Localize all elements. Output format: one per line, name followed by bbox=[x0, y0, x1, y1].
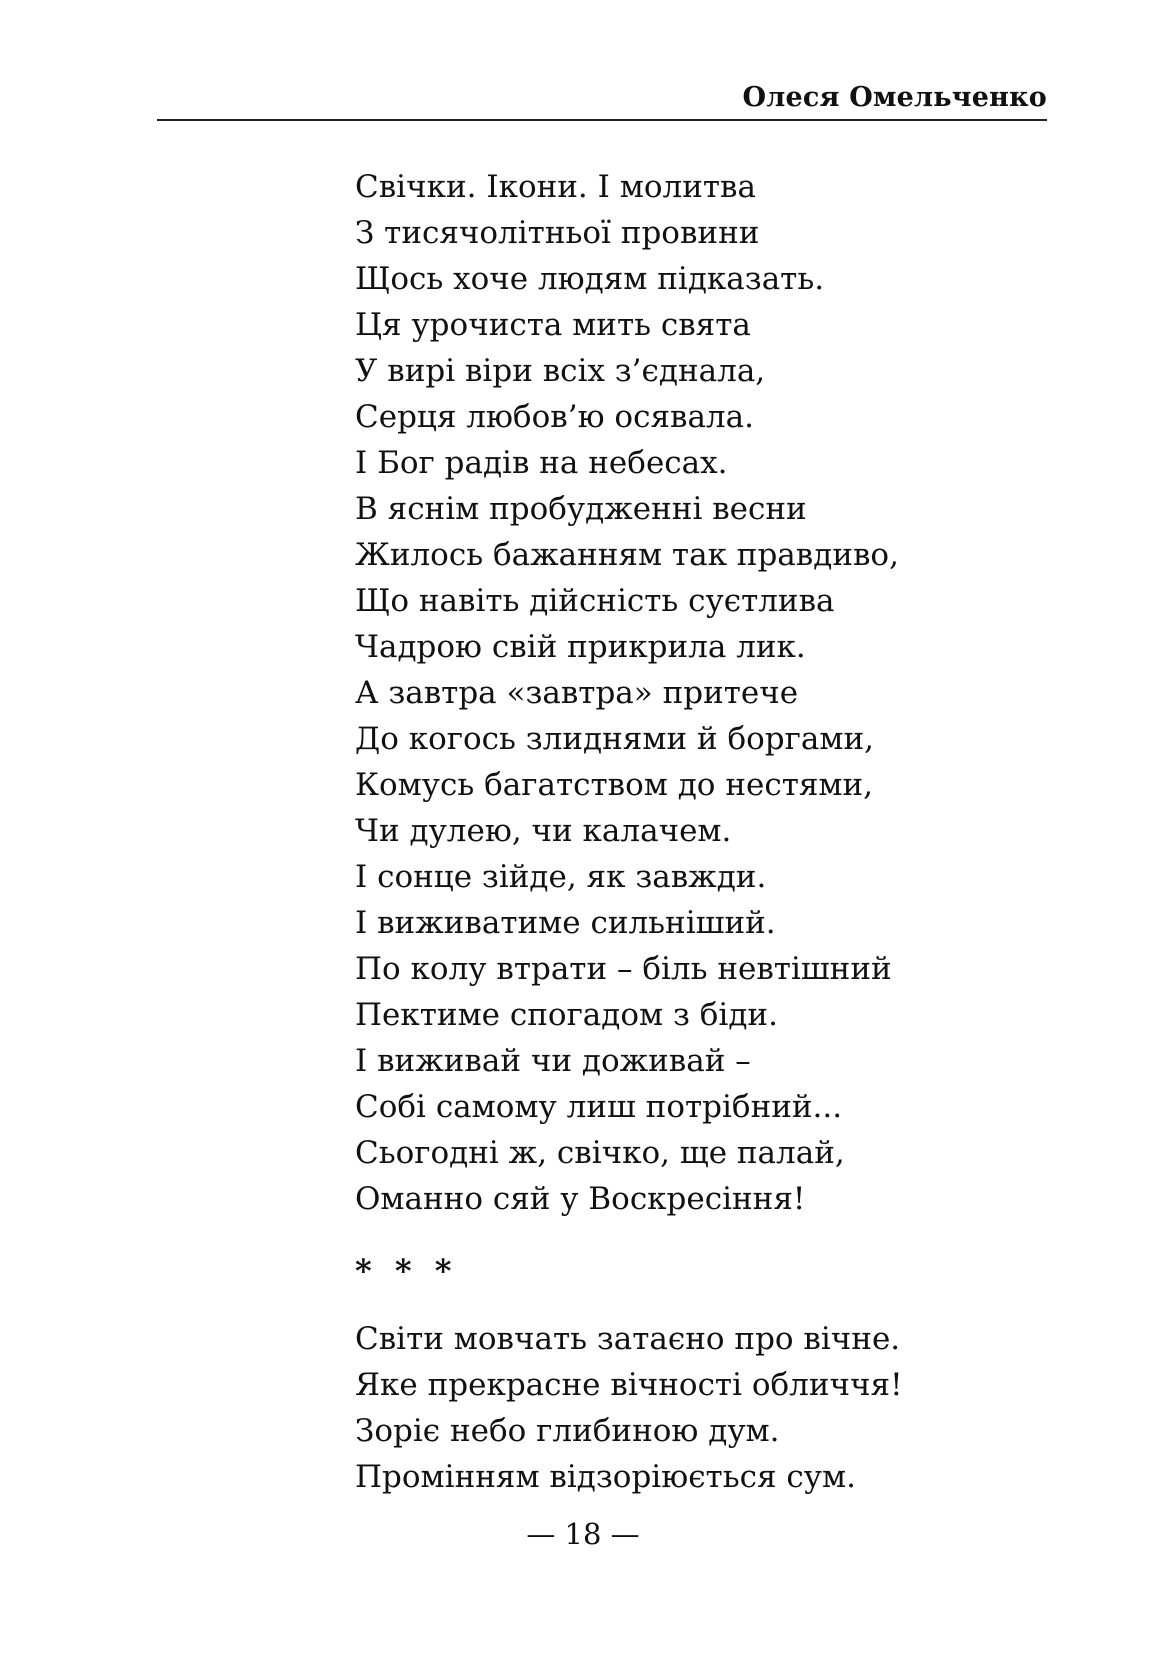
stanza-separator: * * * bbox=[355, 1252, 458, 1290]
poem-line: Світи мовчать затаєно про вічне. bbox=[355, 1321, 901, 1357]
poem-line: Яке прекрасне вічності обличчя! bbox=[355, 1367, 903, 1403]
poem-line: Щось хоче людям підказать. bbox=[355, 261, 825, 297]
poem-line: Свічки. Ікони. І молитва bbox=[355, 169, 756, 205]
poem-line: В яснім пробудженні весни bbox=[355, 491, 807, 527]
poem-line: По колу втрати – біль невтішний bbox=[355, 951, 892, 987]
poem-line: Що навіть дійсність суєтлива bbox=[355, 583, 835, 619]
poem-line: Пектиме спогадом з біди. bbox=[355, 997, 778, 1033]
poem-line: Оманно сяй у Воскресіння! bbox=[355, 1181, 806, 1217]
poem-line: У вирі віри всіх з’єднала, bbox=[355, 353, 766, 389]
poem-line: Чи дулею, чи калачем. bbox=[355, 813, 732, 849]
page-number: — 18 — bbox=[526, 1517, 640, 1551]
poem-1 bbox=[355, 164, 899, 1222]
header-divider bbox=[157, 119, 1047, 121]
poem-line: Сьогодні ж, свічко, ще палай, bbox=[355, 1135, 845, 1171]
poem-line: І сонце зійде, як завжди. bbox=[355, 859, 767, 895]
poem-line: А завтра «завтра» притече bbox=[355, 675, 799, 711]
poem-line: Собі самому лиш потрібний... bbox=[355, 1089, 843, 1125]
poem-line: З тисячолітньої провини bbox=[355, 215, 760, 251]
poem-line: Чадрою свій прикрила лик. bbox=[355, 629, 806, 665]
poem-line: Комусь багатством до нестями, bbox=[355, 767, 874, 803]
poem-line: Ця урочиста мить свята bbox=[355, 307, 751, 343]
running-header-author: Олеся Омельченко bbox=[742, 82, 1047, 113]
poem-line: Жилось бажанням так правдиво, bbox=[355, 537, 899, 573]
poem-line: Серця любов’ю осявала. bbox=[355, 399, 754, 435]
poem-2 bbox=[355, 1316, 903, 1500]
poem-line: Зоріє небо глибиною дум. bbox=[355, 1413, 780, 1449]
poem-line: І виживай чи доживай – bbox=[355, 1043, 751, 1079]
poem-line: І Бог радів на небесах. bbox=[355, 445, 728, 481]
poem-line: Промінням відзоріюється сум. bbox=[355, 1459, 856, 1495]
poem-line: І виживатиме сильніший. bbox=[355, 905, 776, 941]
poem-line: До когось злиднями й боргами, bbox=[355, 721, 874, 757]
